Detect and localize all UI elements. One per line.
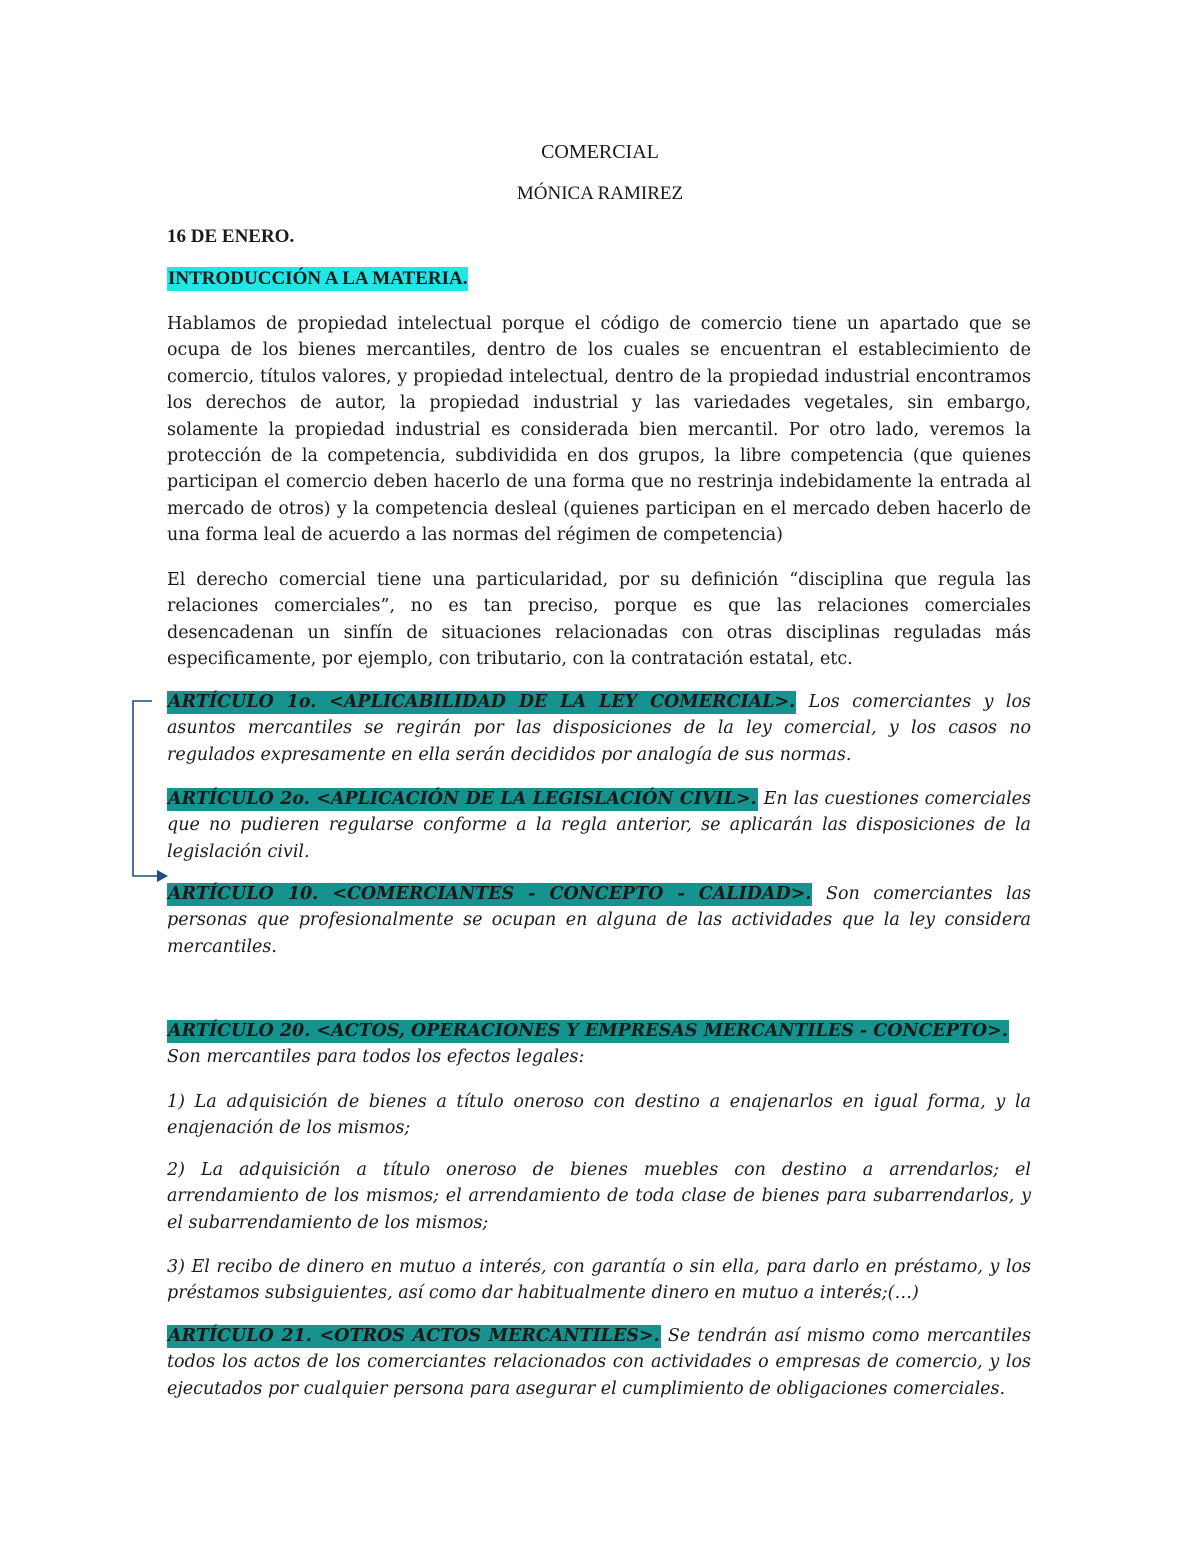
article-2-text: En las cuestiones comerciales que no pudieren regularse conforme a la regla anterior, se aplicarán las disposiciones de la legislación civil. (167, 789, 1031, 862)
document-author: MÓNICA RAMIREZ (516, 183, 684, 204)
document-title: COMERCIAL (541, 141, 659, 163)
connector-arrow-icon (0, 0, 200, 900)
intro-paragraph-2: El derecho comercial tiene una particularidad, por su definición “disciplina que regula las relaciones comerciales”, no es tan preciso, porque es que las relaciones comerciales desencadenan un sinfín de situaciones relacionadas con otras disciplinas reguladas más especificamente, por ejemplo, con tributario, con la contratación estatal, etc. (167, 570, 1031, 670)
intro-paragraph-1: Hablamos de propiedad intelectual porque el código de comercio tiene un apartado que se ocupa de los bienes mercantiles, dentro de los cuales se encuentran el establecimiento de comercio, títulos valores, y propiedad intelectual, dentro de la propiedad industrial encontramos los derechos de autor, la propiedad industrial y las variedades vegetales, sin embargo, solamente la propiedad industrial es considerada bien mercantil. Por otro lado, veremos la protección de la competencia, subdividida en dos grupos, la libre competencia (que quienes participan el comercio deben hacerlo de una forma que no restrinja indebidamente la entrada al mercado de otros) y la competencia desleal (quienes participan en el mercado deben hacerlo de una forma leal de acuerdo a las normas del régimen de competencia) (167, 314, 1031, 546)
list-item-2: 2) La adquisición a título oneroso de bienes muebles con destino a arrendarlos; el arrendamiento de los mismos; el arrendamiento de toda clase de bienes para subarrendarlos, y el subarrendamiento de los mismos; (167, 1160, 1031, 1233)
article-1-heading: ARTÍCULO 1o. <APLICABILIDAD DE LA LEY COMERCIAL>. (168, 692, 796, 712)
article-21 (167, 1323, 1031, 1402)
article-1-text: Los comerciantes y los asuntos mercantiles se regirán por las disposiciones de la ley comercial, y los casos no regulados expresamente en ella serán decididos por analogía de sus normas. (167, 692, 1031, 765)
section-heading (167, 268, 468, 290)
article-2-heading: ARTÍCULO 2o. <APLICACIÓN DE LA LEGISLACIÓN CIVIL>. (168, 789, 757, 809)
article-21-heading: ARTÍCULO 21. <OTROS ACTOS MERCANTILES>. (168, 1326, 660, 1346)
article-10-heading: ARTÍCULO 10. <COMERCIANTES - CONCEPTO - CALIDAD>. (168, 884, 812, 904)
section-heading-text: INTRODUCCIÓN A LA MATERIA. (168, 268, 468, 289)
lecture-date: 16 DE ENERO. (167, 226, 295, 247)
article-2 (167, 786, 1031, 865)
article-1 (167, 689, 1031, 768)
list-item-3: 3) El recibo de dinero en mutuo a interés, con garantía o sin ella, para darlo en préstamo, y los préstamos subsiguientes, así como dar habitualmente dinero en mutuo a interés;(…) (167, 1257, 1031, 1304)
article-20-heading: ARTÍCULO 20. <ACTOS, OPERACIONES Y EMPRESAS MERCANTILES - CONCEPTO>. (168, 1021, 1008, 1041)
article-20-text: Son mercantiles para todos los efectos legales: (167, 1047, 585, 1068)
list-item-1: 1) La adquisición de bienes a título oneroso con destino a enajenarlos en igual forma, y la enajenación de los mismos; (167, 1092, 1031, 1139)
article-21-text: Se tendrán así mismo como mercantiles todos los actos de los comerciantes relacionados con actividades o empresas de comercio, y los ejecutados por cualquier persona para asegurar el cumplimiento de obligaciones comerciales. (167, 1326, 1032, 1399)
article-20 (167, 1018, 1031, 1071)
article-10 (167, 881, 1031, 960)
article-10-text: Son comerciantes las personas que profesionalmente se ocupan en alguna de las actividades que la ley considera mercantiles. (167, 884, 1031, 957)
